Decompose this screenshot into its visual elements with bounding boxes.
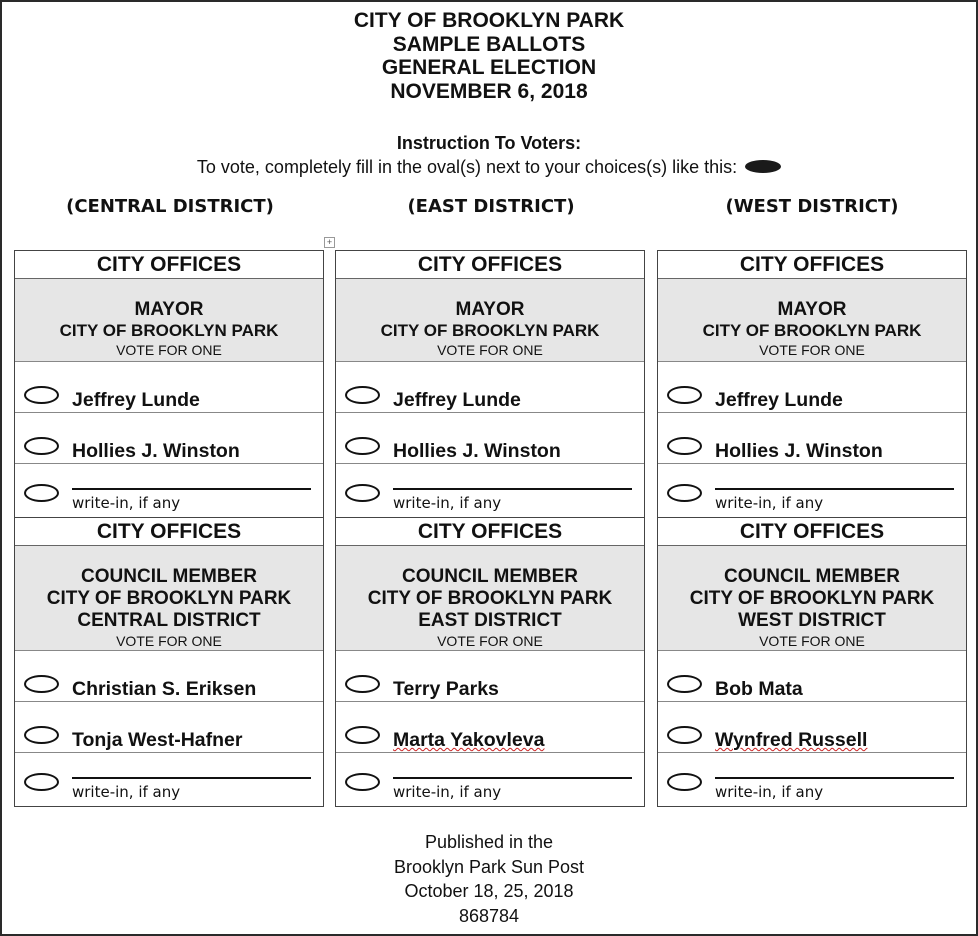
office-district: EAST DISTRICT xyxy=(418,610,562,631)
vote-for-text: VOTE FOR ONE xyxy=(759,342,865,358)
write-in-line[interactable] xyxy=(72,777,311,779)
office-name: COUNCIL MEMBER xyxy=(724,566,900,587)
office-jurisdiction: CITY OF BROOKLYN PARK xyxy=(46,588,292,609)
vote-oval[interactable] xyxy=(345,386,380,404)
candidate-row[interactable] xyxy=(15,362,323,413)
vote-oval[interactable] xyxy=(667,386,702,404)
vote-oval[interactable] xyxy=(667,675,702,693)
office-header xyxy=(658,546,966,651)
publication-line-3: October 18, 25, 2018 xyxy=(404,881,574,902)
office-jurisdiction: CITY OF BROOKLYN PARK xyxy=(59,321,279,340)
ballot-column-east xyxy=(335,250,645,807)
instructions-heading: Instruction To Voters: xyxy=(396,133,582,153)
candidate-row[interactable] xyxy=(658,651,966,702)
candidate-row[interactable] xyxy=(15,651,323,702)
office-name: COUNCIL MEMBER xyxy=(81,566,257,587)
candidate-name: Hollies J. Winston xyxy=(393,440,561,462)
ballot-title xyxy=(0,9,978,103)
office-jurisdiction: CITY OF BROOKLYN PARK xyxy=(380,321,600,340)
write-in-label: write-in, if any xyxy=(72,494,181,512)
section-title: CITY OFFICES xyxy=(658,518,966,546)
office-header xyxy=(658,279,966,362)
section-title: CITY OFFICES xyxy=(15,518,323,546)
candidate-name: Terry Parks xyxy=(393,678,499,700)
vote-oval[interactable] xyxy=(667,484,702,502)
office-jurisdiction: CITY OF BROOKLYN PARK xyxy=(702,321,922,340)
vote-oval[interactable] xyxy=(667,726,702,744)
candidate-name: Wynfred Russell xyxy=(715,729,868,751)
office-jurisdiction: CITY OF BROOKLYN PARK xyxy=(689,588,935,609)
candidate-name: Tonja West-Hafner xyxy=(72,729,243,751)
vote-for-text: VOTE FOR ONE xyxy=(116,342,222,358)
candidate-row[interactable] xyxy=(15,413,323,464)
title-line-1: CITY OF BROOKLYN PARK xyxy=(353,9,625,32)
office-header xyxy=(15,546,323,651)
candidate-name: Jeffrey Lunde xyxy=(715,389,843,411)
write-in-row[interactable] xyxy=(15,464,323,517)
publication-notice xyxy=(0,830,978,929)
candidate-name: Marta Yakovleva xyxy=(393,729,545,751)
section-title: CITY OFFICES xyxy=(658,251,966,279)
write-in-line[interactable] xyxy=(72,488,311,490)
mayor-section xyxy=(14,250,324,517)
write-in-label: write-in, if any xyxy=(715,783,824,801)
candidate-row[interactable] xyxy=(15,702,323,753)
council-section xyxy=(657,517,967,806)
candidate-row[interactable] xyxy=(336,362,644,413)
title-line-3: GENERAL ELECTION xyxy=(381,56,597,79)
mayor-section xyxy=(657,250,967,517)
publication-line-2: Brooklyn Park Sun Post xyxy=(393,856,585,877)
candidate-name: Jeffrey Lunde xyxy=(72,389,200,411)
write-in-row[interactable] xyxy=(15,753,323,806)
ballot-column-west xyxy=(657,250,967,807)
vote-oval[interactable] xyxy=(24,386,59,404)
write-in-label: write-in, if any xyxy=(72,783,181,801)
mayor-section xyxy=(335,250,645,517)
vote-oval[interactable] xyxy=(24,726,59,744)
vote-oval[interactable] xyxy=(345,726,380,744)
office-header xyxy=(336,546,644,651)
write-in-row[interactable] xyxy=(336,464,644,517)
write-in-row[interactable] xyxy=(658,464,966,517)
vote-oval[interactable] xyxy=(345,484,380,502)
candidate-name: Christian S. Eriksen xyxy=(72,678,257,700)
vote-oval[interactable] xyxy=(24,437,59,455)
candidate-row[interactable] xyxy=(336,651,644,702)
council-section xyxy=(335,517,645,806)
vote-for-text: VOTE FOR ONE xyxy=(437,342,543,358)
candidate-name: Jeffrey Lunde xyxy=(393,389,521,411)
candidate-row[interactable] xyxy=(658,413,966,464)
section-title: CITY OFFICES xyxy=(336,518,644,546)
filled-oval-example-icon xyxy=(745,160,781,173)
vote-oval[interactable] xyxy=(24,484,59,502)
office-name: COUNCIL MEMBER xyxy=(402,566,578,587)
candidate-name: Hollies J. Winston xyxy=(715,440,883,462)
title-line-2: SAMPLE BALLOTS xyxy=(392,32,586,56)
office-district: CENTRAL DISTRICT xyxy=(77,610,261,631)
district-label-east: (EAST DISTRICT) xyxy=(407,196,575,217)
vote-oval[interactable] xyxy=(345,675,380,693)
instructions-body: To vote, completely fill in the oval(s) next to your choices(s) like this: xyxy=(196,157,738,177)
office-name: MAYOR xyxy=(777,299,847,320)
office-name: MAYOR xyxy=(134,299,204,320)
district-label-central: (CENTRAL DISTRICT) xyxy=(66,196,274,217)
write-in-row[interactable] xyxy=(658,753,966,806)
instructions-text xyxy=(0,157,978,178)
vote-oval[interactable] xyxy=(24,675,59,693)
candidate-row[interactable] xyxy=(336,413,644,464)
publication-line-1: Published in the xyxy=(424,832,554,852)
vote-oval[interactable] xyxy=(667,437,702,455)
candidate-row[interactable] xyxy=(658,362,966,413)
office-header xyxy=(336,279,644,362)
vote-for-text: VOTE FOR ONE xyxy=(116,633,222,649)
write-in-line[interactable] xyxy=(715,488,954,490)
write-in-line[interactable] xyxy=(393,488,632,490)
vote-for-text: VOTE FOR ONE xyxy=(437,633,543,649)
office-header xyxy=(15,279,323,362)
write-in-label: write-in, if any xyxy=(393,783,502,801)
section-title: CITY OFFICES xyxy=(15,251,323,279)
publication-line-4: 868784 xyxy=(458,906,520,927)
office-name: MAYOR xyxy=(455,299,525,320)
table-move-handle-icon[interactable]: + xyxy=(324,237,335,248)
vote-oval[interactable] xyxy=(345,437,380,455)
ballot-column-central xyxy=(14,250,324,807)
title-line-4: NOVEMBER 6, 2018 xyxy=(390,79,588,103)
vote-oval[interactable] xyxy=(24,773,59,791)
candidate-row[interactable] xyxy=(658,702,966,753)
vote-for-text: VOTE FOR ONE xyxy=(759,633,865,649)
candidate-name: Bob Mata xyxy=(715,678,803,700)
office-district: WEST DISTRICT xyxy=(738,610,886,631)
section-title: CITY OFFICES xyxy=(336,251,644,279)
write-in-label: write-in, if any xyxy=(715,494,824,512)
vote-oval[interactable] xyxy=(667,773,702,791)
district-label-west: (WEST DISTRICT) xyxy=(725,196,899,217)
write-in-label: write-in, if any xyxy=(393,494,502,512)
office-jurisdiction: CITY OF BROOKLYN PARK xyxy=(367,588,613,609)
write-in-line[interactable] xyxy=(393,777,632,779)
candidate-name: Hollies J. Winston xyxy=(72,440,240,462)
candidate-row[interactable] xyxy=(336,702,644,753)
council-section xyxy=(14,517,324,806)
write-in-line[interactable] xyxy=(715,777,954,779)
vote-oval[interactable] xyxy=(345,773,380,791)
write-in-row[interactable] xyxy=(336,753,644,806)
